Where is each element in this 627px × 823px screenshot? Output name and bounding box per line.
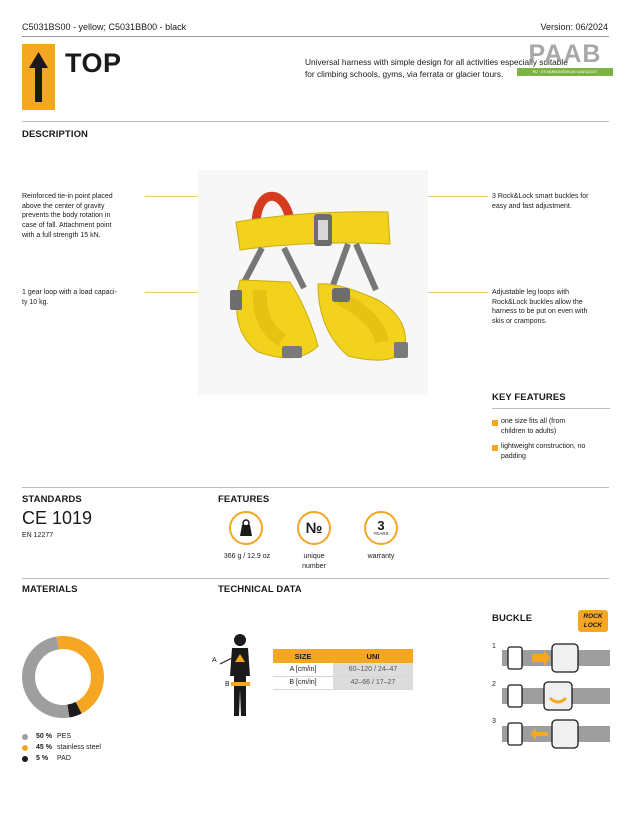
header-rule xyxy=(22,36,609,37)
legend-dot-icon xyxy=(22,734,28,740)
key-feature-2: lightweight construction, no padding xyxy=(501,443,586,460)
warranty-icon: 3 YEARS xyxy=(364,511,398,545)
desc-right-1: 3 Rock&Lock smart buckles for easy and fast adjustment. xyxy=(492,193,589,210)
logo-subtitle: HU · ES MUNKAVÉDELMI SZAKÜZLET xyxy=(517,68,613,76)
product-name: TOP xyxy=(65,48,122,78)
legend-item: 45 % stainless steel xyxy=(22,742,101,753)
paab-logo xyxy=(517,40,613,82)
weight-icon xyxy=(229,511,263,545)
tagline-1: Universal harness with simple design for all activities especially suitable xyxy=(305,57,568,67)
harness-image xyxy=(198,170,428,395)
buckle-step-number: 1 xyxy=(492,643,496,650)
norm: EN 12277 xyxy=(22,532,54,539)
legend-item: 50 % PES xyxy=(22,731,101,742)
rule-1 xyxy=(22,121,609,122)
arrow-up-icon xyxy=(22,44,55,110)
table-row: B [cm/in] 42–66 / 17–27 xyxy=(273,676,413,689)
table-header: SIZE UNI xyxy=(273,649,413,663)
logo-text: PAAB xyxy=(528,40,602,68)
key-features-rule xyxy=(492,408,610,409)
legend-dot-icon xyxy=(22,756,28,762)
key-feature-1: one size fits all (from children to adults) xyxy=(501,418,566,435)
desc-right-2: Adjustable leg loops with Rock&Lock buckles allow the harness to be put on even with skis or crampons. xyxy=(492,289,588,325)
rule-3 xyxy=(22,578,609,579)
buckle-step-2-illustration xyxy=(502,680,610,714)
materials-legend xyxy=(22,731,101,764)
description-heading: DESCRIPTION xyxy=(22,129,89,140)
title-badge xyxy=(22,44,55,110)
label-b: B xyxy=(225,681,230,688)
version: Version: 06/2024 xyxy=(540,22,608,32)
buckle-heading: BUCKLE xyxy=(492,613,533,624)
technical-heading: TECHNICAL DATA xyxy=(218,584,302,595)
buckle-step-3-illustration xyxy=(502,718,610,752)
product-codes: C5031BS00 - yellow; C5031BB00 - black xyxy=(22,22,187,32)
rock-lock-badge: ROCK LOCK xyxy=(578,610,608,632)
warranty-label: warranty xyxy=(367,553,395,560)
features-heading: FEATURES xyxy=(218,494,270,505)
harness-illustration xyxy=(198,170,428,395)
body-figure-icon xyxy=(218,632,258,720)
technical-table xyxy=(273,649,413,690)
buckle-step-number: 2 xyxy=(492,681,496,688)
standards-heading: STANDARDS xyxy=(22,494,82,505)
buckle-step-number: 3 xyxy=(492,718,496,725)
desc-left-2: 1 gear loop with a load capaci- ty 10 kg. xyxy=(22,289,117,306)
legend-dot-icon xyxy=(22,745,28,751)
weight-label: 366 g / 12.9 oz xyxy=(223,553,271,560)
unique-number-icon: № xyxy=(297,511,331,545)
unique-number-label: unique number xyxy=(302,553,326,570)
materials-heading: MATERIALS xyxy=(22,584,78,595)
tagline-2: for climbing schools, gyms, via ferrata or glacier tours. xyxy=(305,69,504,79)
materials-donut xyxy=(22,636,104,718)
desc-left-1: Reinforced tie-in point placed above the center of gravity prevents the body rotation in case of fall. Attachment point with a full strength 15 kN. xyxy=(22,193,113,239)
label-a: A xyxy=(212,657,217,664)
ce-mark: CE 1019 xyxy=(22,508,93,528)
table-row: A [cm/in] 60–120 / 24–47 xyxy=(273,663,413,676)
donut-slice xyxy=(57,636,104,714)
bullet-icon xyxy=(492,445,498,451)
bullet-icon xyxy=(492,420,498,426)
rule-2 xyxy=(22,487,609,488)
key-features-heading: KEY FEATURES xyxy=(492,392,566,403)
legend-item: 5 % PAD xyxy=(22,753,101,764)
buckle-step-1-illustration xyxy=(502,640,610,674)
